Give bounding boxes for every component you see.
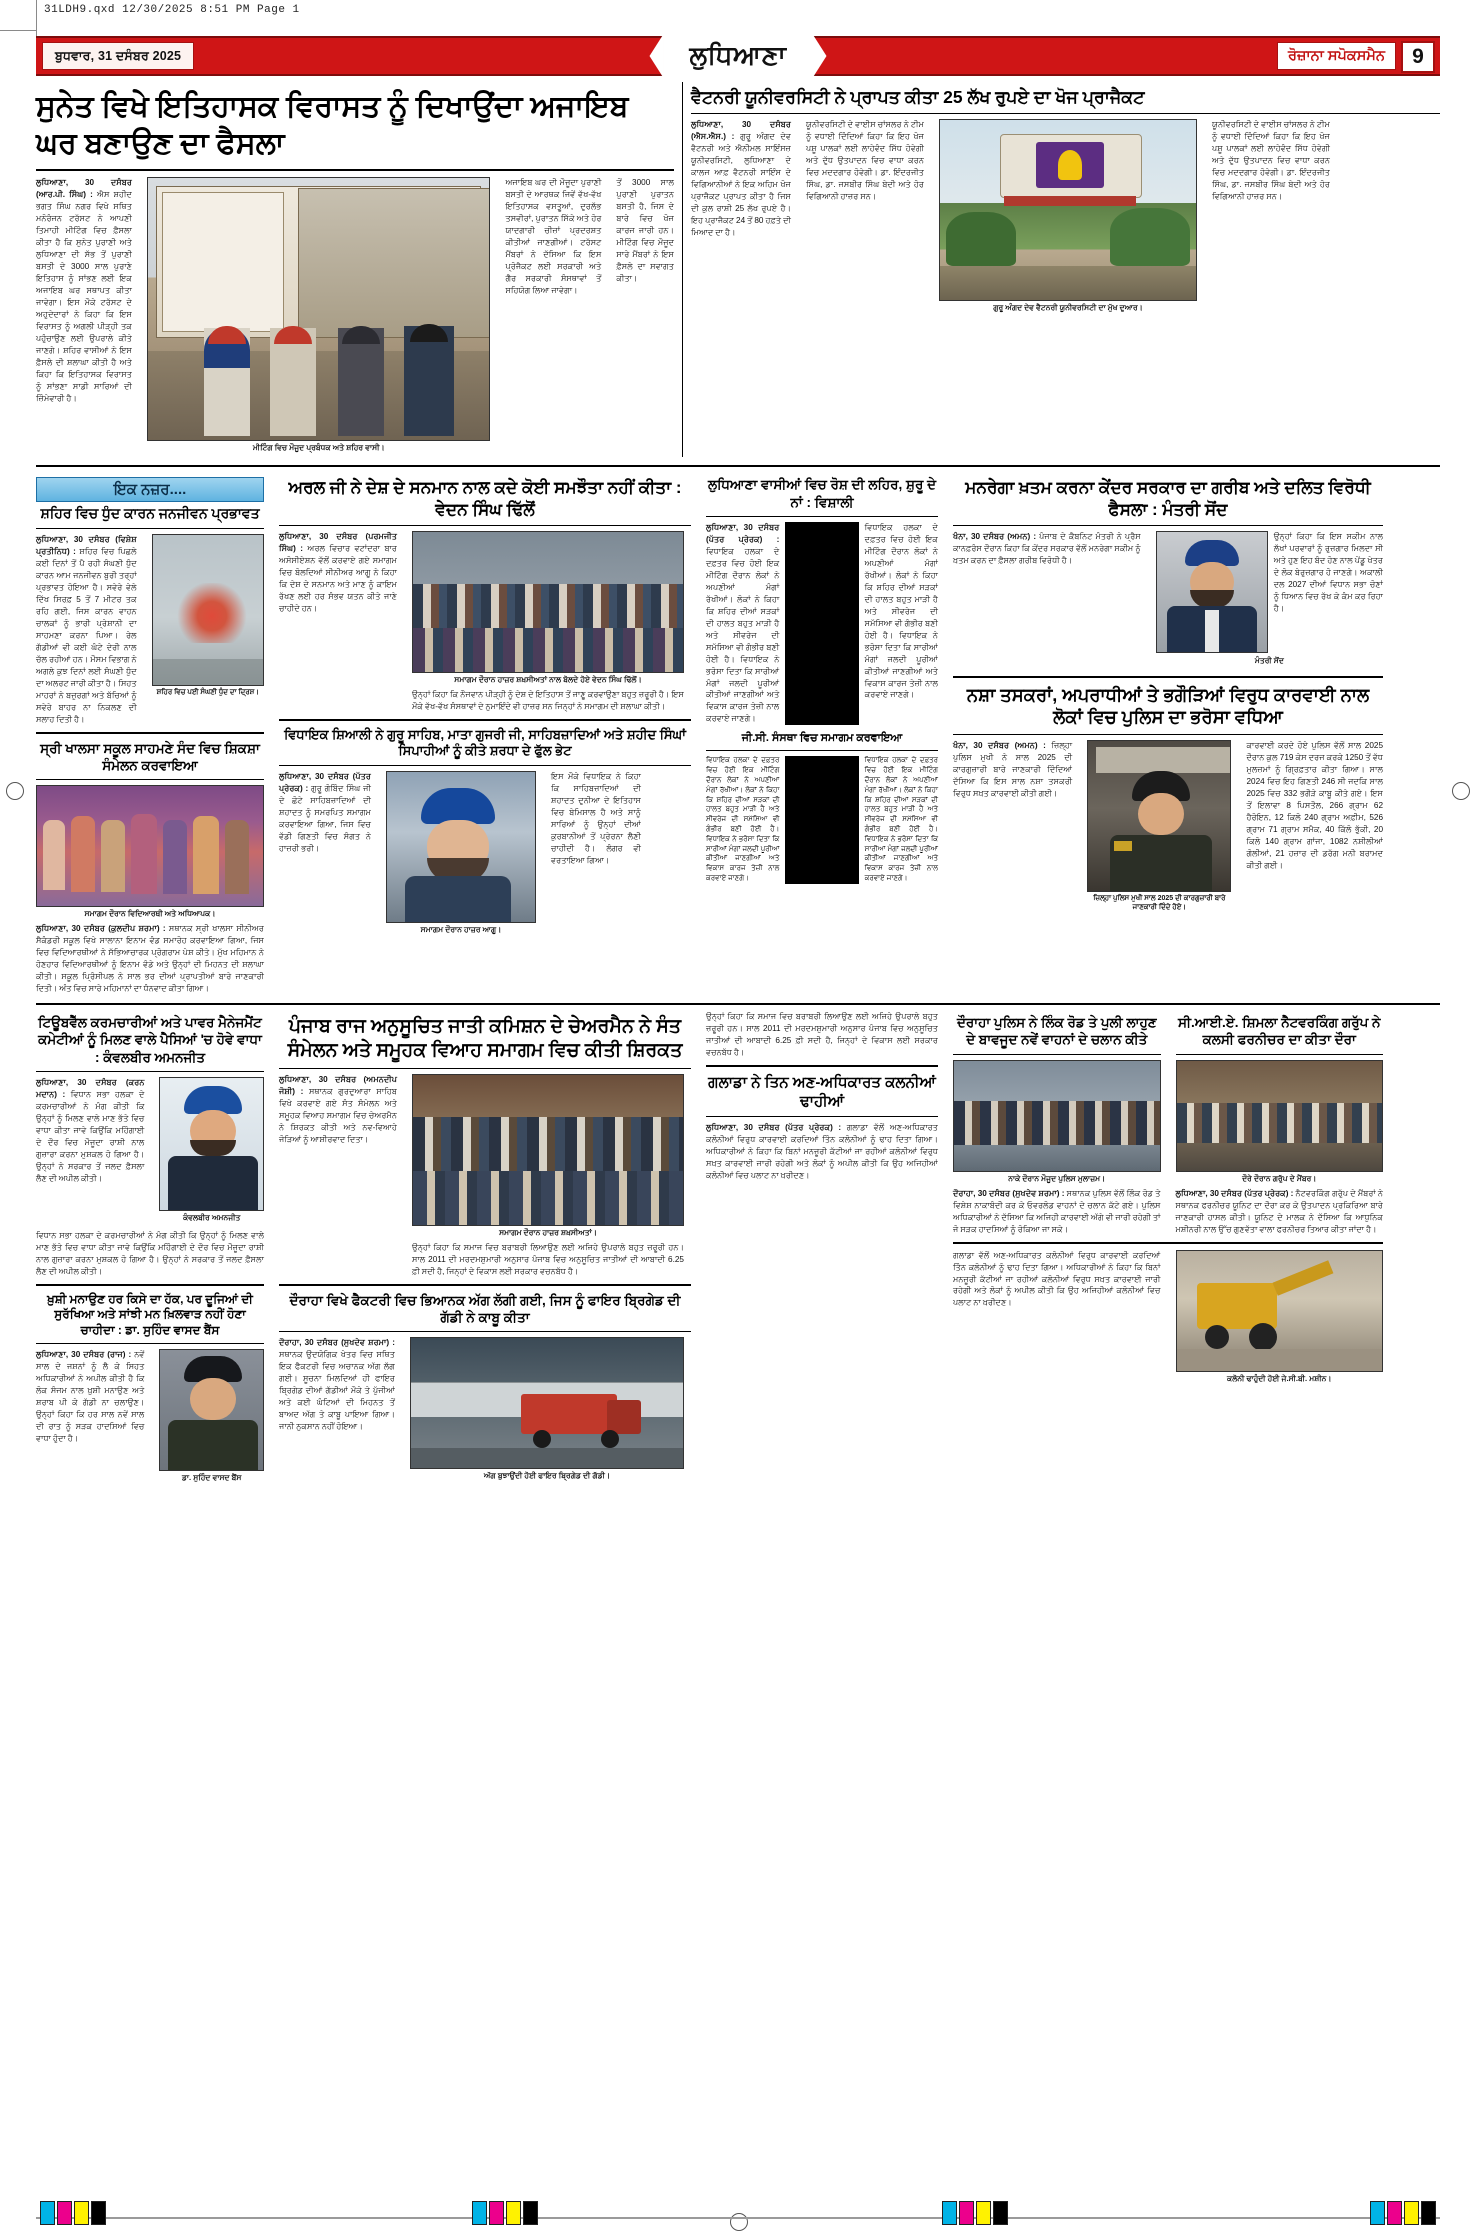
hr-road-cia-bottom <box>953 1242 1383 1244</box>
hr-under-fog <box>36 528 264 529</box>
health-photo-caption: ਡਾ. ਸੁਹਿੰਦ ਵਾਸਦ ਬੈਂਸ <box>181 1472 242 1482</box>
hr-arl-bottom <box>279 719 691 721</box>
glada-headline: ਗਲਾਡਾ ਨੇ ਤਿਨ ਅਣ-ਅਧਿਕਾਰਤ ਕਲਨੀਆਂ ਢਾਹੀਆਂ <box>708 1074 936 1111</box>
commission-headline: ਪੰਜਾਬ ਰਾਜ ਅਨੁਸੂਚਿਤ ਜਾਤੀ ਕਮਿਸ਼ਨ ਦੇ ਚੇਅਰਮੈਨ ਨੇ ਸੰਤ ਸੰਮੇਲਨ ਅਤੇ ਸਮੂਹਕ ਵਿਆਹ ਸਮਾਗਮ ਵਿਚ ਕੀਤੀ ਸ਼ਿਰਕਤ <box>287 1016 683 1062</box>
color-patch-yellow <box>976 2201 991 2225</box>
university-col-4 <box>1212 119 1330 203</box>
ips-body: ਵਿਧਾਇਕ ਹਲਕਾ ਦੇ ਦਫ਼ਤਰ ਵਿਚ ਹੋਈ ਇਕ ਮੀਟਿੰਗ ਦੌਰਾਨ ਲੋਕਾਂ ਨੇ ਅਪਣੀਆਂ ਮੰਗਾਂ ਰੱਖੀਆਂ। ਲੋਕਾਂ ਨੇ ਕਿਹਾ ਕਿ ਸ਼ਹਿਰ ਦੀਆਂ ਸੜਕਾਂ ਦੀ ਹਾਲਤ ਬਹੁਤ ਮਾੜੀ ਹੈ ਅਤੇ ਸੀਵਰੇਜ ਦੀ ਸਮੱਸਿਆ ਵੀ ਗੰਭੀਰ ਬਣੀ ਹੋਈ ਹੈ। ਵਿਧਾਇਕ ਨੇ ਭਰੋਸਾ ਦਿਤਾ ਕਿ ਸਾਰੀਆਂ ਮੰਗਾਂ ਜਲਦੀ ਪੂਰੀਆਂ ਕੀਤੀਆਂ ਜਾਣਗੀਆਂ ਅਤੇ ਵਿਕਾਸ ਕਾਰਜ ਤੇਜ਼ੀ ਨਾਲ ਕਰਵਾਏ ਜਾਣਗੇ। <box>706 546 780 724</box>
fire-photo-caption: ਅੱਗ ਬੁਝਾਉਂਦੀ ਹੋਈ ਫਾਇਰ ਬ੍ਰਿਗੇਡ ਦੀ ਗੱਡੀ। <box>483 1471 611 1481</box>
hr-under-commission <box>279 1068 691 1069</box>
hr-commission-bottom <box>279 1284 691 1286</box>
color-patch-magenta <box>489 2201 504 2225</box>
trust-block <box>36 1011 264 1487</box>
cia-photo <box>1176 1060 1384 1172</box>
fire-dateline: ਦੌਰਾਹਾ, 30 ਦਸੰਬਰ (ਸੁਖਦੇਵ ਸ਼ਰਮਾ) : <box>279 1338 395 1348</box>
registration-mark-right <box>1452 782 1470 800</box>
hr-under-manrega <box>953 525 1383 526</box>
color-patch-black <box>993 2201 1008 2225</box>
university-col-1 <box>691 119 791 239</box>
health-photo <box>159 1349 264 1471</box>
arl-dateline: ਲੁਧਿਆਣਾ, 30 ਦਸੰਬਰ (ਪਰਮਜੀਤ ਸਿੰਘ) : <box>279 531 397 553</box>
university-photo <box>939 119 1197 301</box>
hr-under-ips-sub <box>706 750 938 751</box>
university-col1-body: ਗੁਰੂ ਅੰਗਦ ਦੇਵ ਵੈਟਨਰੀ ਅਤੇ ਐਨੀਮਲ ਸਾਇੰਸਜ਼ ਯੂਨੀਵਰਸਿਟੀ, ਲੁਧਿਆਣਾ ਦੇ ਕਾਲਜ ਆਫ਼ ਵੈਟਨਰੀ ਸਾਇੰਸ ਦੇ ਵਿਗਿਆਨੀਆਂ ਨੇ ਇਕ ਅਹਿਮ ਖੋਜ ਪ੍ਰਾਜੈਕਟ ਪ੍ਰਾਪਤ ਕੀਤਾ ਹੈ ਜਿਸ ਦੀ ਕੁਲ ਰਾਸ਼ੀ 25 ਲੱਖ ਰੁਪਏ ਹੈ। ਇਹ ਪ੍ਰਾਜੈਕਟ 24 ਤੋਂ 80 ਹਫ਼ਤੇ ਦੀ ਮਿਆਦ ਦਾ ਹੈ। <box>691 132 791 237</box>
glada-photo-caption: ਕਲੋਨੀ ਢਾਹੁੰਦੀ ਹੋਈ ਜੇ.ਸੀ.ਬੀ. ਮਸ਼ੀਨ। <box>1227 1373 1332 1383</box>
commission-block <box>279 1011 691 1485</box>
hr-under-cia <box>1176 1054 1384 1055</box>
road-photo <box>953 1060 1161 1172</box>
bottom-rule <box>36 2217 1440 2219</box>
hr-under-police <box>953 734 1383 735</box>
university-col-2 <box>806 119 924 203</box>
lead-body: ਐਸ ਸ਼ਹੀਦ ਭਗਤ ਸਿੰਘ ਨਗਰ ਵਿਖੇ ਸਥਿਤ ਮਨੋਰੰਜਨ ਟਰੱਸਟ ਨੇ ਆਪਣੀ ਤਿਮਾਹੀ ਮੀਟਿੰਗ ਵਿਚ ਫ਼ੈਸਲਾ ਕੀਤਾ ਹੈ ਕਿ ਸੁਨੇਤ ਪੁਰਾਣੀ ਅਤੇ ਲੁਧਿਆਣਾ ਦੀ ਸੱਭ ਤੋਂ ਪੁਰਾਣੀ ਬਸਤੀ ਦੇ 3000 ਸਾਲ ਪੁਰਾਣੇ ਇਤਿਹਾਸ ਨੂੰ ਸਾਂਭਣ ਲਈ ਇਕ ਅਜਾਇਬ ਘਰ ਸਥਾਪਤ ਕੀਤਾ ਜਾਵੇਗਾ। ਇਸ ਮੌਕੇ ਟਰੱਸਟ ਦੇ ਅਹੁਦੇਦਾਰਾਂ ਨੇ ਕਿਹਾ ਕਿ ਇਸ ਵਿਰਾਸਤ ਨੂੰ ਅਗਲੀ ਪੀੜ੍ਹੀ ਤਕ ਪਹੁੰਚਾਉਣ ਲਈ ਉਪਰਾਲੇ ਕੀਤੇ ਜਾਣਗੇ। ਸ਼ਹਿਰ ਵਾਸੀਆਂ ਨੇ ਇਸ ਫ਼ੈਸਲੇ ਦੀ ਸ਼ਲਾਘਾ ਕੀਤੀ ਹੈ ਅਤੇ ਕਿਹਾ ਕਿ ਇਤਿਹਾਸਕ ਵਿਰਾਸਤ ਨੂੰ ਸਾਂਭਣਾ ਸਾਡੀ ਸਾਰਿਆਂ ਦੀ ਜ਼ਿੰਮੇਵਾਰੀ ਹੈ। <box>36 190 132 403</box>
hr-under-road <box>953 1054 1161 1055</box>
commission-runover: ਉਨ੍ਹਾਂ ਕਿਹਾ ਕਿ ਸਮਾਜ ਵਿਚ ਬਰਾਬਰੀ ਲਿਆਉਣ ਲਈ ਅਜਿਹੇ ਉਪਰਾਲੇ ਬਹੁਤ ਜ਼ਰੂਰੀ ਹਨ। ਸਾਲ 2011 ਦੀ ਮਰਦਮਸ਼ੁਮਾਰੀ ਅਨੁਸਾਰ ਪੰਜਾਬ ਵਿਚ ਅਨੁਸੂਚਿਤ ਜਾਤੀਆਂ ਦੀ ਆਬਾਦੀ 6.25 ਫ਼ੀ ਸਦੀ ਹੈ, ਜਿਨ੍ਹਾਂ ਦੇ ਵਿਕਾਸ ਲਈ ਸਰਕਾਰ ਵਚਨਬੱਧ ਹੈ। <box>706 1012 938 1058</box>
health-dateline: ਲੁਧਿਆਣਾ, 30 ਦਸੰਬਰ (ਰਾਜ) : <box>36 1349 132 1359</box>
road-cia-block <box>953 1011 1383 1387</box>
arl-headline: ਅਰਲ ਜੀ ਨੇ ਦੇਸ਼ ਦੇ ਸਨਮਾਨ ਨਾਲ ਕਦੇ ਕੋਈ ਸਮਝੌਤਾ ਨਹੀਂ ਕੀਤਾ : ਵੇਦਨ ਸਿੰਘ ਢਿੱਲੋਂ <box>288 478 682 519</box>
fog-block <box>36 473 264 995</box>
shaheed-col1-body: ਗੁਰੂ ਗੋਬਿੰਦ ਸਿੰਘ ਜੀ ਦੇ ਛੋਟੇ ਸਾਹਿਬਜ਼ਾਦਿਆਂ ਦੀ ਸ਼ਹਾਦਤ ਨੂੰ ਸਮਰਪਿਤ ਸਮਾਗਮ ਕਰਵਾਇਆ ਗਿਆ, ਜਿਸ ਵਿਚ ਵੱਡੀ ਗਿਣਤੀ ਵਿਚ ਸੰਗਤ ਨੇ ਹਾਜ਼ਰੀ ਭਰੀ। <box>279 784 371 853</box>
lead-headline: ਸੁਨੇਤ ਵਿਖੇ ਇਤਿਹਾਸਕ ਵਿਰਾਸਤ ਨੂੰ ਦਿਖਾਉਂਦਾ ਅਜਾਇਬ ਘਰ ਬਣਾਉਣ ਦਾ ਫੈਸਲਾ <box>36 90 629 161</box>
glada-dateline: ਲੁਧਿਆਣਾ, 30 ਦਸੰਬਰ (ਪੱਤਰ ਪ੍ਰੇਰਕ) : <box>706 1123 842 1133</box>
lead-story-block <box>36 82 674 457</box>
fog-dateline: ਲੁਧਿਆਣਾ, 30 ਦਸੰਬਰ (ਵਿਸ਼ੇਸ਼ ਪ੍ਰਤੀਨਿਧ) : <box>36 535 137 557</box>
arl-col1-body: ਅਰਲ ਵਿਚਾਰ ਵਟਾਂਦਰਾ ਬਾਰ ਅਸੋਸੀਏਸ਼ਨ ਵੱਲੋਂ ਕਰਵਾਏ ਗਏ ਸਮਾਗਮ ਵਿਚ ਬੋਲਦਿਆਂ ਸੀਨੀਅਰ ਆਗੂ ਨੇ ਕਿਹਾ ਕਿ ਦੇਸ਼ ਦੇ ਸਨਮਾਨ ਅਤੇ ਮਾਣ ਨੂੰ ਕਾਇਮ ਰੱਖਣ ਲਈ ਹਰ ਸੰਭਵ ਯਤਨ ਕੀਤੇ ਜਾਣੇ ਚਾਹੀਦੇ ਹਨ। <box>279 543 397 613</box>
hr-under-awards <box>36 779 264 780</box>
police-col1-body: ਜ਼ਿਲ੍ਹਾ ਪੁਲਿਸ ਮੁਖੀ ਨੇ ਸਾਲ 2025 ਦੀ ਕਾਰਗੁਜ਼ਾਰੀ ਬਾਰੇ ਜਾਣਕਾਰੀ ਦਿੰਦਿਆਂ ਦੱਸਿਆ ਕਿ ਇਸ ਸਾਲ ਨਸ਼ਾ ਤਸਕਰੀ ਵਿਰੁਧ ਸਖ਼ਤ ਕਾਰਵਾਈ ਕੀਤੀ ਗਈ। <box>953 740 1073 798</box>
manrega-dateline: ਖੰਨਾ, 30 ਦਸੰਬਰ (ਅਮਨ) : <box>953 531 1037 541</box>
lower-zone <box>36 1011 1440 1487</box>
commission-col1-body: ਸਥਾਨਕ ਗੁਰਦੁਆਰਾ ਸਾਹਿਬ ਵਿਖੇ ਕਰਵਾਏ ਗਏ ਸੰਤ ਸੰਮੇਲਨ ਅਤੇ ਸਮੂਹਕ ਵਿਆਹ ਸਮਾਗਮ ਵਿਚ ਚੇਅਰਮੈਨ ਨੇ ਸ਼ਿਰਕਤ ਕੀਤੀ ਅਤੇ ਨਵ-ਵਿਆਹੇ ਜੋੜਿਆਂ ਨੂੰ ਆਸ਼ੀਰਵਾਦ ਦਿਤਾ। <box>279 1087 397 1144</box>
masthead-date: ਬੁਧਵਾਰ, 31 ਦਸੰਬਰ 2025 <box>42 42 194 70</box>
registration-mark-left <box>6 782 24 800</box>
manrega-photo <box>1156 531 1268 653</box>
awards-photo <box>36 785 264 907</box>
lead-col3-body: ਅਜਾਇਬ ਘਰ ਦੀ ਮੌਜੂਦਾ ਪੁਰਾਣੀ ਬਸਤੀ ਦੇ ਆਰਥਕ ਜਿਵੇਂ ਵੱਖ-ਵੱਖ ਇਤਿਹਾਸਕ ਵਸਤੂਆਂ, ਦੁਰਲੱਭ ਤਸਵੀਰਾਂ, ਪੁਰਾਤਨ ਸਿੱਕੇ ਅਤੇ ਹੋਰ ਯਾਦਗਾਰੀ ਚੀਜ਼ਾਂ ਪ੍ਰਦਰਸ਼ਤ ਕੀਤੀਆਂ ਜਾਣਗੀਆਂ। ਟਰੱਸਟ ਮੈਂਬਰਾਂ ਨੇ ਦੱਸਿਆ ਕਿ ਇਸ ਪ੍ਰੋਜੈਕਟ ਲਈ ਸਰਕਾਰੀ ਅਤੇ ਗੈਰ ਸਰਕਾਰੀ ਸੰਸਥਾਵਾਂ ਤੋਂ ਸਹਿਯੋਗ ਲਿਆ ਜਾਵੇਗਾ। <box>505 178 602 296</box>
glada-block <box>706 1011 938 1182</box>
road-photo-caption: ਨਾਕੇ ਦੌਰਾਨ ਮੌਜੂਦ ਪੁਲਿਸ ਮੁਲਾਜ਼ਮ। <box>1008 1173 1106 1183</box>
lead-photo-wrap <box>147 177 491 457</box>
hr-under-shaheed <box>279 765 691 766</box>
manrega-headline: ਮਨਰੇਗਾ ਖ਼ਤਮ ਕਰਨਾ ਕੇਂਦਰ ਸਰਕਾਰ ਦਾ ਗਰੀਬ ਅਤੇ ਦਲਿਤ ਵਿਰੋਧੀ ਫੈਸਲਾ : ਮੰਤਰੀ ਸੋਂਦ <box>965 478 1371 519</box>
trim-mark-horizontal <box>0 30 36 31</box>
commission-dateline: ਲੁਧਿਆਣਾ, 30 ਦਸੰਬਰ (ਅਮਨਦੀਪ ਜੋਸ਼ੀ) : <box>279 1075 397 1096</box>
awards-photo-caption: ਸਮਾਗਮ ਦੌਰਾਨ ਵਿਦਿਆਰਥੀ ਅਤੇ ਅਧਿਆਪਕ। <box>84 909 216 919</box>
university-col2-body: ਯੂਨੀਵਰਸਿਟੀ ਦੇ ਵਾਈਸ ਚਾਂਸਲਰ ਨੇ ਟੀਮ ਨੂੰ ਵਧਾਈ ਦਿੰਦਿਆਂ ਕਿਹਾ ਕਿ ਇਹ ਖੋਜ ਪਸ਼ੂ ਪਾਲਕਾਂ ਲਈ ਲਾਹੇਵੰਦ ਸਿੱਧ ਹੋਵੇਗੀ ਅਤੇ ਦੁੱਧ ਉਤਪਾਦਨ ਵਿਚ ਵਾਧਾ ਕਰਨ ਵਿਚ ਮਦਦਗਾਰ ਹੋਵੇਗੀ। ਡਾ. ਇੰਦਰਜੀਤ ਸਿੰਘ, ਡਾ. ਜਸਬੀਰ ਸਿੰਘ ਬੇਦੀ ਅਤੇ ਹੋਰ ਵਿਗਿਆਨੀ ਹਾਜ਼ਰ ਸਨ। <box>806 120 924 201</box>
ik-nazar-band: ਇਕ ਨਜ਼ਰ.... <box>36 477 264 502</box>
middle-zone <box>36 473 1440 995</box>
police-photo-caption: ਜ਼ਿਲ੍ਹਾ ਪੁਲਿਸ ਮੁਖੀ ਸਾਲ 2025 ਦੀ ਕਾਰਗੁਜ਼ਾਰੀ ਬਾਰੇ ਜਾਣਕਾਰੀ ਦਿੰਦੇ ਹੋਏ। <box>1093 894 1226 912</box>
color-bar-group-4 <box>1370 2201 1436 2225</box>
hr-under-trust <box>36 1071 264 1072</box>
color-patch-yellow <box>1404 2201 1419 2225</box>
fire-body: ਸਥਾਨਕ ਉਦਯੋਗਿਕ ਖੇਤਰ ਵਿਚ ਸਥਿਤ ਇਕ ਫੈਕਟਰੀ ਵਿਚ ਅਚਾਨਕ ਅੱਗ ਲੱਗ ਗਈ। ਸੂਚਨਾ ਮਿਲਦਿਆਂ ਹੀ ਫਾਇਰ ਬ੍ਰਿਗੇਡ ਦੀਆਂ ਗੱਡੀਆਂ ਮੌਕੇ ਤੇ ਪੁੱਜੀਆਂ ਅਤੇ ਕਈ ਘੰਟਿਆਂ ਦੀ ਮਿਹਨਤ ਤੋਂ ਬਾਅਦ ਅੱਗ ਤੇ ਕਾਬੂ ਪਾਇਆ ਗਿਆ। ਜਾਨੀ ਨੁਕਸਾਨ ਨਹੀਂ ਹੋਇਆ। <box>279 1350 395 1432</box>
arl-col2-body: ਉਨ੍ਹਾਂ ਕਿਹਾ ਕਿ ਨੌਜਵਾਨ ਪੀੜ੍ਹੀ ਨੂੰ ਦੇਸ਼ ਦੇ ਇਤਿਹਾਸ ਤੋਂ ਜਾਣੂ ਕਰਵਾਉਣਾ ਬਹੁਤ ਜ਼ਰੂਰੀ ਹੈ। ਇਸ ਮੌਕੇ ਵੱਖ-ਵੱਖ ਸੰਸਥਾਵਾਂ ਦੇ ਨੁਮਾਇੰਦੇ ਵੀ ਹਾਜ਼ਰ ਸਨ ਜਿਨ੍ਹਾਂ ਨੇ ਸਮਾਗਮ ਦੀ ਸ਼ਲਾਘਾ ਕੀਤੀ। <box>412 689 684 711</box>
color-patch-black <box>523 2201 538 2225</box>
shaheed-headline: ਵਿਧਾਇਕ ਸ਼ਿਆਲੀ ਨੇ ਗੁਰੂ ਸਾਹਿਬ, ਮਾਤਾ ਗੁਜਰੀ ਜੀ, ਸਾਹਿਬਜ਼ਾਦਿਆਂ ਅਤੇ ਸ਼ਹੀਦ ਸਿੰਘਾਂ ਸਿਪਾਹੀਆਂ ਨੂੰ ਕੀਤੇ ਸ਼ਰਧਾ ਦੇ ਫੁੱਲ ਭੇਟ <box>284 726 686 759</box>
color-bar-group-1 <box>40 2201 106 2225</box>
arl-block <box>279 473 691 939</box>
color-calibration-bars <box>36 2201 1440 2227</box>
glada-photo <box>1176 1250 1384 1372</box>
ips-block <box>706 473 938 883</box>
cia-dateline: ਲੁਧਿਆਣਾ, 30 ਦਸੰਬਰ (ਪੱਤਰ ਪ੍ਰੇਰਕ) : <box>1175 1188 1294 1198</box>
color-patch-cyan <box>40 2201 55 2225</box>
hr-under-health <box>36 1343 264 1344</box>
university-block <box>691 82 1440 457</box>
ips-body-2: ਵਿਧਾਇਕ ਹਲਕਾ ਦੇ ਦਫ਼ਤਰ ਵਿਚ ਹੋਈ ਇਕ ਮੀਟਿੰਗ ਦੌਰਾਨ ਲੋਕਾਂ ਨੇ ਅਪਣੀਆਂ ਮੰਗਾਂ ਰੱਖੀਆਂ। ਲੋਕਾਂ ਨੇ ਕਿਹਾ ਕਿ ਸ਼ਹਿਰ ਦੀਆਂ ਸੜਕਾਂ ਦੀ ਹਾਲਤ ਬਹੁਤ ਮਾੜੀ ਹੈ ਅਤੇ ਸੀਵਰੇਜ ਦੀ ਸਮੱਸਿਆ ਵੀ ਗੰਭੀਰ ਬਣੀ ਹੋਈ ਹੈ। ਵਿਧਾਇਕ ਨੇ ਭਰੋਸਾ ਦਿਤਾ ਕਿ ਸਾਰੀਆਂ ਮੰਗਾਂ ਜਲਦੀ ਪੂਰੀਆਂ ਕੀਤੀਆਂ ਜਾਣਗੀਆਂ ਅਤੇ ਵਿਕਾਸ ਕਾਰਜ ਤੇਜ਼ੀ ਨਾਲ ਕਰਵਾਏ ਜਾਣਗੇ। <box>864 522 938 700</box>
color-bar-group-3 <box>942 2201 1008 2225</box>
trust-dateline: ਲੁਧਿਆਣਾ, 30 ਦਸੰਬਰ (ਕਰਨ ਮਦਾਨ) : <box>36 1077 145 1099</box>
color-patch-magenta <box>57 2201 72 2225</box>
hr-under-glada <box>706 1116 938 1117</box>
manrega-col2-body: ਉਨ੍ਹਾਂ ਕਿਹਾ ਕਿ ਇਸ ਸਕੀਮ ਨਾਲ ਲੱਖਾਂ ਪਰਵਾਰਾਂ ਨੂੰ ਰੁਜ਼ਗਾਰ ਮਿਲਦਾ ਸੀ ਅਤੇ ਹੁਣ ਇਹ ਬੰਦ ਹੋਣ ਨਾਲ ਪੇਂਡੂ ਖੇਤਰ ਦੇ ਲੋਕ ਬੇਰੁਜ਼ਗਾਰ ਹੋ ਜਾਣਗੇ। ਅਕਾਲੀ ਦਲ 2027 ਦੀਆਂ ਵਿਧਾਨ ਸਭਾ ਚੋਣਾਂ ਨੂੰ ਧਿਆਨ ਵਿਚ ਰੱਖ ਕੇ ਕੰਮ ਕਰ ਰਿਹਾ ਹੈ। <box>1273 531 1383 613</box>
ips-subhead: ਜੀ.ਸੀ. ਸੰਸਥਾ ਵਿਚ ਸਮਾਗਮ ਕਰਵਾਇਆ <box>741 732 903 745</box>
shaheed-dateline: ਲੁਧਿਆਣਾ, 30 ਦਸੰਬਰ (ਪੱਤਰ ਪ੍ਰੇਰਕ) : <box>279 772 371 794</box>
road-body: ਸਥਾਨਕ ਪੁਲਿਸ ਵੱਲੋਂ ਲਿੰਕ ਰੋਡ ਤੇ ਵਿਸ਼ੇਸ਼ ਨਾਕਾਬੰਦੀ ਕਰ ਕੇ ਓਵਰਲੋਡ ਵਾਹਨਾਂ ਦੇ ਚਲਾਨ ਕੱਟੇ ਗਏ। ਪੁਲਿਸ ਅਧਿਕਾਰੀਆਂ ਨੇ ਦੱਸਿਆ ਕਿ ਅਜਿਹੀ ਕਾਰਵਾਈ ਅੱਗੇ ਵੀ ਜਾਰੀ ਰਹੇਗੀ ਤਾਂ ਜੋ ਸੜਕ ਹਾਦਸਿਆਂ ਨੂੰ ਰੋਕਿਆ ਜਾ ਸਕੇ। <box>953 1188 1161 1234</box>
color-patch-black <box>91 2201 106 2225</box>
police-col2-body: ਕਾਰਵਾਈ ਕਰਦੇ ਹੋਏ ਪੁਲਿਸ ਵੱਲੋਂ ਸਾਲ 2025 ਦੌਰਾਨ ਕੁਲ 719 ਕੇਸ ਦਰਜ ਕਰਕੇ 1250 ਤੋਂ ਵੱਧ ਮੁਲਜ਼ਮਾਂ ਨੂੰ ਗ੍ਰਿਫ਼ਤਾਰ ਕੀਤਾ ਗਿਆ। ਸਾਲ 2024 ਵਿਚ ਇਹ ਗਿਣਤੀ 246 ਸੀ ਜਦਕਿ ਸਾਲ 2025 ਵਿਚ 332 ਭਗੌੜੇ ਕਾਬੂ ਕੀਤੇ ਗਏ। ਇਸ ਤੋਂ ਇਲਾਵਾ 8 ਪਿਸਤੌਲ, 266 ਗ੍ਰਾਮ 62 ਹੈਰੋਇਨ, 12 ਕਿਲੋ 240 ਗ੍ਰਾਮ ਅਫ਼ੀਮ, 526 ਗ੍ਰਾਮ 71 ਗ੍ਰਾਮ ਸਮੈਕ, 40 ਕਿੱਲੋ ਭੁੱਕੀ, 20 ਕਿਲੋ 140 ਗ੍ਰਾਮ ਗਾਂਜਾ, 1082 ਨਸ਼ੀਲੀਆਂ ਗੋਲੀਆਂ, 21 ਹਜ਼ਾਰ ਦੀ ਡਰੱਗ ਮਨੀ ਬਰਾਮਦ ਕੀਤੀ ਗਈ। <box>1246 740 1383 870</box>
ips-sub-body-1: ਵਿਧਾਇਕ ਹਲਕਾ ਦੇ ਦਫ਼ਤਰ ਵਿਚ ਹੋਈ ਇਕ ਮੀਟਿੰਗ ਦੌਰਾਨ ਲੋਕਾਂ ਨੇ ਅਪਣੀਆਂ ਮੰਗਾਂ ਰੱਖੀਆਂ। ਲੋਕਾਂ ਨੇ ਕਿਹਾ ਕਿ ਸ਼ਹਿਰ ਦੀਆਂ ਸੜਕਾਂ ਦੀ ਹਾਲਤ ਬਹੁਤ ਮਾੜੀ ਹੈ ਅਤੇ ਸੀਵਰੇਜ ਦੀ ਸਮੱਸਿਆ ਵੀ ਗੰਭੀਰ ਬਣੀ ਹੋਈ ਹੈ। ਵਿਧਾਇਕ ਨੇ ਭਰੋਸਾ ਦਿਤਾ ਕਿ ਸਾਰੀਆਂ ਮੰਗਾਂ ਜਲਦੀ ਪੂਰੀਆਂ ਕੀਤੀਆਂ ਜਾਣਗੀਆਂ ਅਤੇ ਵਿਕਾਸ ਕਾਰਜ ਤੇਜ਼ੀ ਨਾਲ ਕਰਵਾਏ ਜਾਣਗੇ। <box>706 757 780 883</box>
cia-headline: ਸੀ.ਆਈ.ਏ. ਸ਼ਿਮਲਾ ਨੈਟਵਰਕਿੰਗ ਗਰੁੱਪ ਨੇ ਕਲਸੀ ਫਰਨੀਚਰ ਦਾ ਕੀਤਾ ਦੌਰਾ <box>1178 1015 1381 1048</box>
lead-col4-body: ਤੋਂ 3000 ਸਾਲ ਪੁਰਾਣੀ ਪੁਰਾਤਨ ਬਸਤੀ ਹੈ, ਜਿਸ ਦੇ ਬਾਰੇ ਵਿਚ ਖੋਜ ਕਾਰਜ ਜਾਰੀ ਹਨ। ਮੀਟਿੰਗ ਵਿਚ ਮੌਜੂਦ ਸਾਰੇ ਮੈਂਬਰਾਂ ਨੇ ਇਸ ਫ਼ੈਸਲੇ ਦਾ ਸਵਾਗਤ ਕੀਤਾ। <box>616 178 674 284</box>
health-body: ਨਵੇਂ ਸਾਲ ਦੇ ਜਸ਼ਨਾਂ ਨੂੰ ਲੈ ਕੇ ਸਿਹਤ ਅਧਿਕਾਰੀਆਂ ਨੇ ਅਪੀਲ ਕੀਤੀ ਹੈ ਕਿ ਲੋਕ ਸੰਜਮ ਨਾਲ ਖ਼ੁਸ਼ੀ ਮਨਾਉਣ ਅਤੇ ਸ਼ਰਾਬ ਪੀ ਕੇ ਗੱਡੀ ਨਾ ਚਲਾਉਣ। ਉਨ੍ਹਾਂ ਕਿਹਾ ਕਿ ਹਰ ਸਾਲ ਨਵੇਂ ਸਾਲ ਦੀ ਰਾਤ ਨੂੰ ਸੜਕ ਹਾਦਸਿਆਂ ਵਿਚ ਵਾਧਾ ਹੁੰਦਾ ਹੈ। <box>36 1349 145 1443</box>
top-zone <box>36 82 1440 457</box>
fog-photo-caption: ਸ਼ਹਿਰ ਵਿਚ ਪਈ ਸੰਘਣੀ ਧੁੰਦ ਦਾ ਦ੍ਰਿਸ਼। <box>156 689 260 697</box>
trust-body: ਵਿਧਾਨ ਸਭਾ ਹਲਕਾ ਦੇ ਕਰਮਚਾਰੀਆਂ ਨੇ ਮੰਗ ਕੀਤੀ ਕਿ ਉਨ੍ਹਾਂ ਨੂੰ ਮਿਲਣ ਵਾਲੇ ਮਾਣ ਭੱਤੇ ਵਿਚ ਵਾਧਾ ਕੀਤਾ ਜਾਵੇ ਕਿਉਂਕਿ ਮਹਿੰਗਾਈ ਦੇ ਦੌਰ ਵਿਚ ਮੌਜੂਦਾ ਰਾਸ਼ੀ ਨਾਲ ਗੁਜ਼ਾਰਾ ਕਰਨਾ ਮੁਸ਼ਕਲ ਹੋ ਗਿਆ ਹੈ। ਉਨ੍ਹਾਂ ਨੇ ਸਰਕਾਰ ਤੋਂ ਜਲਦ ਫ਼ੈਸਲਾ ਲੈਣ ਦੀ ਅਪੀਲ ਕੀਤੀ। <box>36 1089 145 1183</box>
hr-top-zone <box>36 465 1440 467</box>
university-photo-caption: ਗੁਰੂ ਅੰਗਦ ਦੇਵ ਵੈਟਨਰੀ ਯੂਨੀਵਰਸਿਟੀ ਦਾ ਮੁੱਖ ਦੁਆਰ। <box>993 303 1143 313</box>
fire-photo <box>410 1337 684 1469</box>
police-headline: ਨਸ਼ਾ ਤਸਕਰਾਂ, ਅਪਰਾਧੀਆਂ ਤੇ ਭਗੌੜਿਆਂ ਵਿਰੁਧ ਕਾਰਵਾਈ ਨਾਲ ਲੋਕਾਂ ਵਿਚ ਪੁਲਿਸ ਦਾ ਭਰੋਸਾ ਵਧਿਆ <box>966 684 1370 728</box>
trust-headline: ਟਿਊਬਵੈੱਲ ਕਰਮਚਾਰੀਆਂ ਅਤੇ ਪਾਵਰ ਮੈਨੇਜਮੈਂਟ ਕਮੇਟੀਆਂ ਨੂੰ ਮਿਲਣ ਵਾਲੇ ਪੈਸਿਆਂ 'ਚ ਹੋਵੇ ਵਾਧਾ : ਕੰਵਲਬੀਰ ਅਮਨਜੀਤ <box>38 1015 262 1065</box>
manrega-col1-body: ਪੰਜਾਬ ਦੇ ਕੈਬਨਿਟ ਮੰਤਰੀ ਨੇ ਪ੍ਰੈਸ ਕਾਨਫ਼ਰੰਸ ਦੌਰਾਨ ਕਿਹਾ ਕਿ ਕੇਂਦਰ ਸਰਕਾਰ ਵੱਲੋਂ ਮਨਰੇਗਾ ਸਕੀਮ ਨੂੰ ਖ਼ਤਮ ਕਰਨ ਦਾ ਫ਼ੈਸਲਾ ਗਰੀਬ ਵਿਰੋਧੀ ਹੈ। <box>953 531 1141 565</box>
hr-trust-bottom <box>36 1284 264 1286</box>
lead-col-1 <box>36 177 132 404</box>
manrega-block <box>953 473 1383 916</box>
arl-photo-caption: ਸਮਾਗਮ ਦੌਰਾਨ ਹਾਜ਼ਰ ਸ਼ਖ਼ਸੀਅਤਾਂ ਨਾਲ ਬੋਲਦੇ ਹੋਏ ਵੇਦਨ ਸਿੰਘ ਢਿੱਲੋਂ। <box>454 674 642 684</box>
university-col4-body: ਯੂਨੀਵਰਸਿਟੀ ਦੇ ਵਾਈਸ ਚਾਂਸਲਰ ਨੇ ਟੀਮ ਨੂੰ ਵਧਾਈ ਦਿੰਦਿਆਂ ਕਿਹਾ ਕਿ ਇਹ ਖੋਜ ਪਸ਼ੂ ਪਾਲਕਾਂ ਲਈ ਲਾਹੇਵੰਦ ਸਿੱਧ ਹੋਵੇਗੀ ਅਤੇ ਦੁੱਧ ਉਤਪਾਦਨ ਵਿਚ ਵਾਧਾ ਕਰਨ ਵਿਚ ਮਦਦਗਾਰ ਹੋਵੇਗੀ। ਡਾ. ਇੰਦਰਜੀਤ ਸਿੰਘ, ਡਾ. ਜਸਬੀਰ ਸਿੰਘ ਬੇਦੀ ਅਤੇ ਹੋਰ ਵਿਗਿਆਨੀ ਹਾਜ਼ਰ ਸਨ। <box>1212 120 1330 201</box>
section-rule <box>682 82 683 457</box>
road-dateline: ਦੌਰਾਹਾ, 30 ਦਸੰਬਰ (ਸੁਖਦੇਵ ਸ਼ਰਮਾ) : <box>953 1188 1065 1198</box>
trim-mark-vertical <box>36 0 37 36</box>
ips-sub-body-2: ਵਿਧਾਇਕ ਹਲਕਾ ਦੇ ਦਫ਼ਤਰ ਵਿਚ ਹੋਈ ਇਕ ਮੀਟਿੰਗ ਦੌਰਾਨ ਲੋਕਾਂ ਨੇ ਅਪਣੀਆਂ ਮੰਗਾਂ ਰੱਖੀਆਂ। ਲੋਕਾਂ ਨੇ ਕਿਹਾ ਕਿ ਸ਼ਹਿਰ ਦੀਆਂ ਸੜਕਾਂ ਦੀ ਹਾਲਤ ਬਹੁਤ ਮਾੜੀ ਹੈ ਅਤੇ ਸੀਵਰੇਜ ਦੀ ਸਮੱਸਿਆ ਵੀ ਗੰਭੀਰ ਬਣੀ ਹੋਈ ਹੈ। ਵਿਧਾਇਕ ਨੇ ਭਰੋਸਾ ਦਿਤਾ ਕਿ ਸਾਰੀਆਂ ਮੰਗਾਂ ਜਲਦੀ ਪੂਰੀਆਂ ਕੀਤੀਆਂ ਜਾਣਗੀਆਂ ਅਤੇ ਵਿਕਾਸ ਕਾਰਜ ਤੇਜ਼ੀ ਨਾਲ ਕਰਵਾਏ ਜਾਣਗੇ। <box>864 757 938 883</box>
awards-body: ਸਥਾਨਕ ਸ੍ਰੀ ਖਾਲਸਾ ਸੀਨੀਅਰ ਸੈਕੰਡਰੀ ਸਕੂਲ ਵਿਖੇ ਸਾਲਾਨਾ ਇਨਾਮ ਵੰਡ ਸਮਾਰੋਹ ਕਰਵਾਇਆ ਗਿਆ, ਜਿਸ ਵਿਚ ਵਿਦਿਆਰਥੀਆਂ ਨੇ ਸੱਭਿਆਚਾਰਕ ਪ੍ਰੋਗਰਾਮ ਪੇਸ਼ ਕੀਤੇ। ਮੁੱਖ ਮਹਿਮਾਨ ਨੇ ਹੋਣਹਾਰ ਵਿਦਿਆਰਥੀਆਂ ਨੂੰ ਇਨਾਮ ਵੰਡੇ ਅਤੇ ਉਨ੍ਹਾਂ ਦੀ ਮਿਹਨਤ ਦੀ ਸ਼ਲਾਘਾ ਕੀਤੀ। ਸਕੂਲ ਪ੍ਰਿੰਸੀਪਲ ਨੇ ਸਾਲ ਭਰ ਦੀਆਂ ਪ੍ਰਾਪਤੀਆਂ ਬਾਰੇ ਜਾਣਕਾਰੀ ਦਿਤੀ। ਅੰਤ ਵਿਚ ਸਾਰੇ ਮਹਿਮਾਨਾਂ ਦਾ ਧੰਨਵਾਦ ਕੀਤਾ ਗਿਆ। <box>36 924 264 994</box>
commission-photo <box>412 1074 684 1226</box>
arl-photo <box>412 531 684 673</box>
fog-photo <box>152 534 264 686</box>
commission-photo-caption: ਸਮਾਗਮ ਦੌਰਾਨ ਹਾਜ਼ਰ ਸ਼ਖ਼ਸੀਅਤਾਂ। <box>499 1228 597 1238</box>
trust-photo <box>159 1077 264 1211</box>
page-sheet <box>36 36 1440 2212</box>
fog-body: ਸ਼ਹਿਰ ਵਿਚ ਪਿਛਲੇ ਕਈ ਦਿਨਾਂ ਤੋਂ ਪੈ ਰਹੀ ਸੰਘਣੀ ਧੁੰਦ ਕਾਰਨ ਆਮ ਜਨਜੀਵਨ ਬੁਰੀ ਤਰ੍ਹਾਂ ਪ੍ਰਭਾਵਤ ਹੋਇਆ ਹੈ। ਸਵੇਰੇ ਵੇਲੇ ਦਿੱਖ ਸਿਰਫ਼ 5 ਤੋਂ 7 ਮੀਟਰ ਤਕ ਰਹਿ ਗਈ, ਜਿਸ ਕਾਰਨ ਵਾਹਨ ਚਾਲਕਾਂ ਨੂੰ ਭਾਰੀ ਪ੍ਰੇਸ਼ਾਨੀ ਦਾ ਸਾਹਮਣਾ ਕਰਨਾ ਪਿਆ। ਰੇਲ ਗੱਡੀਆਂ ਵੀ ਕਈ ਘੰਟੇ ਦੇਰੀ ਨਾਲ ਚੱਲ ਰਹੀਆਂ ਹਨ। ਮੌਸਮ ਵਿਭਾਗ ਨੇ ਅਗਲੇ ਕੁਝ ਦਿਨਾਂ ਲਈ ਸੰਘਣੀ ਧੁੰਦ ਦਾ ਅਲਰਟ ਜਾਰੀ ਕੀਤਾ ਹੈ। ਸਿਹਤ ਮਾਹਰਾਂ ਨੇ ਬਜ਼ੁਰਗਾਂ ਅਤੇ ਬੱਚਿਆਂ ਨੂੰ ਸਵੇਰੇ ਬਾਹਰ ਨਾ ਨਿਕਲਣ ਦੀ ਸਲਾਹ ਦਿਤੀ ਹੈ। <box>36 547 137 724</box>
road-headline: ਦੌਰਾਹਾ ਪੁਲਿਸ ਨੇ ਲਿੰਕ ਰੋਡ ਤੇ ਪੁਲੀ ਲਾਹੁਣ ਦੇ ਬਾਵਜੂਦ ਨਵੇਂ ਵਾਹਨਾਂ ਦੇ ਚਲਾਨ ਕੀਤੇ <box>956 1015 1157 1048</box>
hr-under-lead <box>36 169 674 171</box>
hr-under-fire <box>279 1331 691 1332</box>
color-patch-yellow <box>506 2201 521 2225</box>
university-photo-wrap <box>939 119 1197 317</box>
color-patch-cyan <box>1370 2201 1385 2225</box>
university-dateline: ਲੁਧਿਆਣਾ, 30 ਦਸੰਬਰ (ਐਸ.ਐਸ.) : <box>691 120 791 142</box>
column-rule <box>785 756 858 883</box>
cia-body: ਨੈਟਵਰਕਿੰਗ ਗਰੁੱਪ ਦੇ ਮੈਂਬਰਾਂ ਨੇ ਸਥਾਨਕ ਫਰਨੀਚਰ ਯੂਨਿਟ ਦਾ ਦੌਰਾ ਕਰ ਕੇ ਉਤਪਾਦਨ ਪ੍ਰਕਿਰਿਆ ਬਾਰੇ ਜਾਣਕਾਰੀ ਹਾਸਲ ਕੀਤੀ। ਯੂਨਿਟ ਦੇ ਮਾਲਕ ਨੇ ਦੱਸਿਆ ਕਿ ਆਧੁਨਿਕ ਮਸ਼ੀਨਰੀ ਨਾਲ ਉੱਚ ਗੁਣਵੱਤਾ ਵਾਲਾ ਫਰਨੀਚਰ ਤਿਆਰ ਕੀਤਾ ਜਾਂਦਾ ਹੈ। <box>1175 1188 1383 1234</box>
masthead-city: ਲੁਧਿਆਣਾ <box>664 34 813 78</box>
color-patch-cyan <box>942 2201 957 2225</box>
police-photo <box>1087 740 1231 892</box>
glada-runover-1: ਗਲਾਡਾ ਵੱਲੋਂ ਅਣ-ਅਧਿਕਾਰਤ ਕਲੋਨੀਆਂ ਵਿਰੁਧ ਕਾਰਵਾਈ ਕਰਦਿਆਂ ਤਿੰਨ ਕਲੋਨੀਆਂ ਨੂੰ ਢਾਹ ਦਿਤਾ ਗਿਆ। ਅਧਿਕਾਰੀਆਂ ਨੇ ਕਿਹਾ ਕਿ ਬਿਨਾਂ ਮਨਜ਼ੂਰੀ ਕੱਟੀਆਂ ਜਾ ਰਹੀਆਂ ਕਲੋਨੀਆਂ ਵਿਰੁਧ ਸਖ਼ਤ ਕਾਰਵਾਈ ਜਾਰੀ ਰਹੇਗੀ ਅਤੇ ਲੋਕਾਂ ਨੂੰ ਅਪੀਲ ਕੀਤੀ ਕਿ ਉਹ ਅਜਿਹੀਆਂ ਕਲੋਨੀਆਂ ਵਿਚ ਪਲਾਟ ਨਾ ਖ਼ਰੀਦਣ। <box>953 1250 1161 1308</box>
column-rule <box>785 522 858 725</box>
shaheed-photo <box>386 771 536 923</box>
hr-fog-bottom <box>36 732 264 734</box>
cia-photo-caption: ਦੌਰੇ ਦੌਰਾਨ ਗਰੁੱਪ ਦੇ ਮੈਂਬਰ। <box>1242 1173 1317 1183</box>
lead-col-3 <box>505 177 601 297</box>
masthead-publication: ਰੋਜ਼ਾਨਾ ਸਪੋਕਸਮੈਨ <box>1277 42 1396 70</box>
color-patch-black <box>1421 2201 1436 2225</box>
fog-headline: ਸ਼ਹਿਰ ਵਿਚ ਧੁੰਦ ਕਾਰਨ ਜਨਜੀਵਨ ਪ੍ਰਭਾਵਤ <box>40 505 260 522</box>
awards-dateline: ਲੁਧਿਆਣਾ, 30 ਦਸੰਬਰ (ਕੁਲਦੀਪ ਸ਼ਰਮਾ) : <box>36 924 166 934</box>
page-number-badge: 9 <box>1401 41 1435 73</box>
hr-under-university <box>691 113 1440 114</box>
lead-photo-caption: ਮੀਟਿੰਗ ਵਿਚ ਮੌਜੂਦ ਪ੍ਰਬੰਧਕ ਅਤੇ ਸ਼ਹਿਰ ਵਾਸੀ। <box>252 443 385 453</box>
health-headline: ਖ਼ੁਸ਼ੀ ਮਨਾਉਣ ਹਰ ਕਿਸੇ ਦਾ ਹੱਕ, ਪਰ ਦੂਜਿਆਂ ਦੀ ਸੁਰੱਖਿਆ ਅਤੇ ਸਾਂਝੀ ਮਨ ਖ਼ਿਲਵਾੜ ਨਹੀਂ ਹੋਣਾ ਚਾਹੀਦਾ : ਡਾ. ਸੁਹਿੰਦ ਵਾਸਦ ਬੈਂਸ <box>47 1291 253 1337</box>
glada-body: ਗਲਾਡਾ ਵੱਲੋਂ ਅਣ-ਅਧਿਕਾਰਤ ਕਲੋਨੀਆਂ ਵਿਰੁਧ ਕਾਰਵਾਈ ਕਰਦਿਆਂ ਤਿੰਨ ਕਲੋਨੀਆਂ ਨੂੰ ਢਾਹ ਦਿਤਾ ਗਿਆ। ਅਧਿਕਾਰੀਆਂ ਨੇ ਕਿਹਾ ਕਿ ਬਿਨਾਂ ਮਨਜ਼ੂਰੀ ਕੱਟੀਆਂ ਜਾ ਰਹੀਆਂ ਕਲੋਨੀਆਂ ਵਿਰੁਧ ਸਖ਼ਤ ਕਾਰਵਾਈ ਜਾਰੀ ਰਹੇਗੀ ਅਤੇ ਲੋਕਾਂ ਨੂੰ ਅਪੀਲ ਕੀਤੀ ਕਿ ਉਹ ਅਜਿਹੀਆਂ ਕਲੋਨੀਆਂ ਵਿਚ ਪਲਾਟ ਨਾ ਖ਼ਰੀਦਣ। <box>706 1123 938 1181</box>
police-dateline: ਖੰਨਾ, 30 ਦਸੰਬਰ (ਅਮਨ) : <box>953 740 1046 750</box>
shaheed-col2-body: ਇਸ ਮੌਕੇ ਵਿਧਾਇਕ ਨੇ ਕਿਹਾ ਕਿ ਸਾਹਿਬਜ਼ਾਦਿਆਂ ਦੀ ਸ਼ਹਾਦਤ ਦੁਨੀਆ ਦੇ ਇਤਿਹਾਸ ਵਿਚ ਬੇਮਿਸਾਲ ਹੈ ਅਤੇ ਸਾਨੂੰ ਸਾਰਿਆਂ ਨੂੰ ਉਨ੍ਹਾਂ ਦੀਆਂ ਕੁਰਬਾਨੀਆਂ ਤੋਂ ਪ੍ਰੇਰਨਾ ਲੈਣੀ ਚਾਹੀਦੀ ਹੈ। ਲੰਗਰ ਵੀ ਵਰਤਾਇਆ ਗਿਆ। <box>551 772 641 865</box>
color-bar-group-2 <box>472 2201 538 2225</box>
trust-photo-caption: ਕੰਵਲਬੀਰ ਅਮਨਜੀਤ <box>183 1212 241 1222</box>
ips-dateline: ਲੁਧਿਆਣਾ, 30 ਦਸੰਬਰ (ਪੱਤਰ ਪ੍ਰੇਰਕ) : <box>706 522 780 544</box>
color-patch-cyan <box>472 2201 487 2225</box>
commission-col2-body: ਉਨ੍ਹਾਂ ਕਿਹਾ ਕਿ ਸਮਾਜ ਵਿਚ ਬਰਾਬਰੀ ਲਿਆਉਣ ਲਈ ਅਜਿਹੇ ਉਪਰਾਲੇ ਬਹੁਤ ਜ਼ਰੂਰੀ ਹਨ। ਸਾਲ 2011 ਦੀ ਮਰਦਮਸ਼ੁਮਾਰੀ ਅਨੁਸਾਰ ਪੰਜਾਬ ਵਿਚ ਅਨੁਸੂਚਿਤ ਜਾਤੀਆਂ ਦੀ ਆਬਾਦੀ 6.25 ਫ਼ੀ ਸਦੀ ਹੈ, ਜਿਨ੍ਹਾਂ ਦੇ ਵਿਕਾਸ ਲਈ ਸਰਕਾਰ ਵਚਨਬੱਧ ਹੈ। <box>412 1243 684 1276</box>
lead-photo <box>147 177 491 441</box>
print-slug: 31LDH9.qxd 12/30/2025 8:51 PM Page 1 <box>44 4 300 16</box>
fire-headline: ਦੌਰਾਹਾ ਵਿਖੇ ਫੈਕਟਰੀ ਵਿਚ ਭਿਆਨਕ ਅੱਗ ਲੱਗੀ ਗਈ, ਜਿਸ ਨੂੰ ਫਾਇਰ ਬ੍ਰਿਗੇਡ ਦੀ ਗੱਡੀ ਨੇ ਕਾਬੂ ਕੀਤਾ <box>289 1292 681 1326</box>
trust-body-cont: ਵਿਧਾਨ ਸਭਾ ਹਲਕਾ ਦੇ ਕਰਮਚਾਰੀਆਂ ਨੇ ਮੰਗ ਕੀਤੀ ਕਿ ਉਨ੍ਹਾਂ ਨੂੰ ਮਿਲਣ ਵਾਲੇ ਮਾਣ ਭੱਤੇ ਵਿਚ ਵਾਧਾ ਕੀਤਾ ਜਾਵੇ ਕਿਉਂਕਿ ਮਹਿੰਗਾਈ ਦੇ ਦੌਰ ਵਿਚ ਮੌਜੂਦਾ ਰਾਸ਼ੀ ਨਾਲ ਗੁਜ਼ਾਰਾ ਕਰਨਾ ਮੁਸ਼ਕਲ ਹੋ ਗਿਆ ਹੈ। ਉਨ੍ਹਾਂ ਨੇ ਸਰਕਾਰ ਤੋਂ ਜਲਦ ਫ਼ੈਸਲਾ ਲੈਣ ਦੀ ਅਪੀਲ ਕੀਤੀ। <box>36 1230 264 1276</box>
shaheed-photo-caption: ਸਮਾਗਮ ਦੌਰਾਨ ਹਾਜ਼ਰ ਆਗੂ। <box>420 925 502 935</box>
color-patch-yellow <box>74 2201 89 2225</box>
hr-manrega-bottom <box>953 676 1383 678</box>
hr-under-ips <box>706 516 938 517</box>
masthead <box>36 36 1440 76</box>
ips-headline: ਲੁਧਿਆਣਾ ਵਾਸੀਆਂ ਵਿਚ ਰੋਸ਼ ਦੀ ਲਹਿਰ, ਸ਼ੁਰੂ ਦੇ ਨਾਂ : ਵਿਸ਼ਾਲੀ <box>707 477 937 510</box>
color-patch-magenta <box>959 2201 974 2225</box>
color-patch-magenta <box>1387 2201 1402 2225</box>
awards-headline: ਸ੍ਰੀ ਖਾਲਸਾ ਸਕੂਲ ਸਾਹਮਣੇ ਸੰਦ ਵਿਚ ਸ਼ਿਕਸ਼ਾ ਸੰਮੇਲਨ ਕਰਵਾਇਆ <box>40 740 260 774</box>
hr-under-arl <box>279 525 691 526</box>
hr-glada-top <box>706 1065 938 1067</box>
university-headline: ਵੈਟਨਰੀ ਯੂਨੀਵਰਸਿਟੀ ਨੇ ਪ੍ਰਾਪਤ ਕੀਤਾ 25 ਲੱਖ ਰੁਪਏ ਦਾ ਖੋਜ ਪ੍ਰਾਜੈਕਟ <box>691 87 1145 107</box>
manrega-photo-caption: ਮੰਤਰੀ ਸੋਂਦ <box>1254 655 1284 665</box>
hr-middle-zone <box>36 1003 1440 1005</box>
lead-dateline: ਲੁਧਿਆਣਾ, 30 ਦਸੰਬਰ (ਆਰ.ਪੀ. ਸਿੰਘ) : <box>36 178 132 200</box>
lead-col-4 <box>616 177 674 285</box>
